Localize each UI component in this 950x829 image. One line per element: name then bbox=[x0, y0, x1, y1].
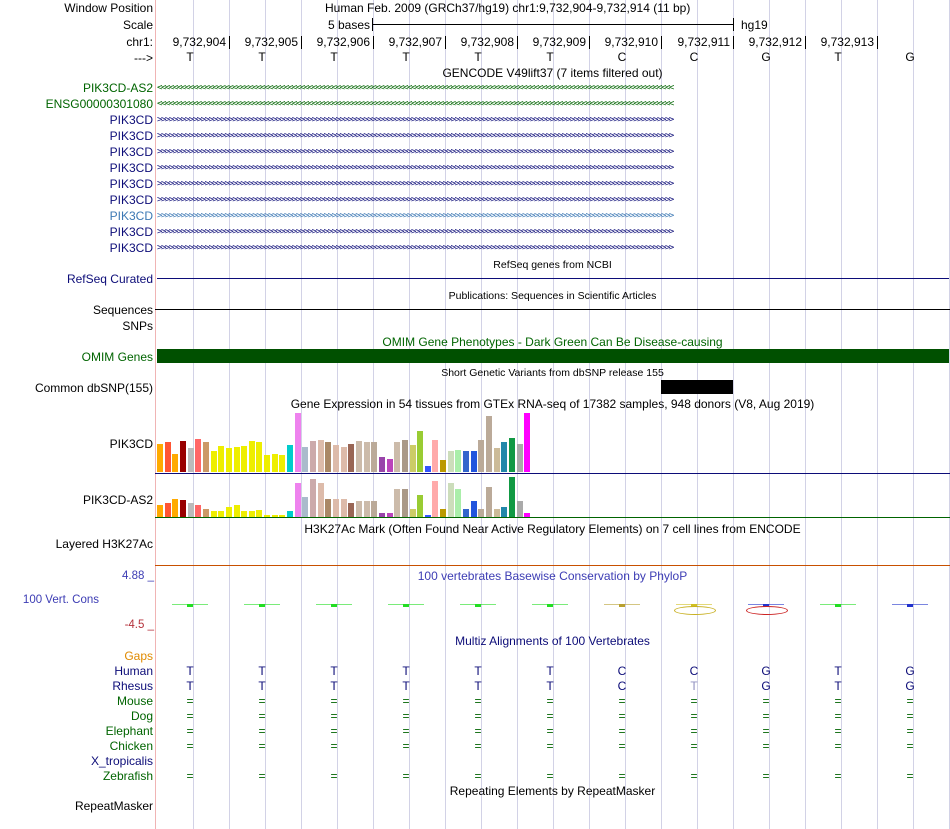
multiz-base: = bbox=[906, 709, 914, 723]
gtex-tissue-bar[interactable] bbox=[432, 481, 438, 517]
gencode-gene-label[interactable]: PIK3CD bbox=[109, 129, 153, 143]
phylop-score-mark bbox=[403, 604, 409, 607]
reference-base: G bbox=[761, 50, 771, 64]
publications-track-title: Publications: Sequences in Scientific Articles bbox=[448, 290, 657, 302]
multiz-species-label[interactable]: X_tropicalis bbox=[90, 754, 153, 768]
gtex-tissue-bar[interactable] bbox=[478, 509, 484, 517]
multiz-base: = bbox=[690, 709, 698, 723]
gtex-tissue-bar[interactable] bbox=[341, 447, 347, 472]
phylop-score-mark bbox=[259, 604, 265, 607]
gtex-tissue-bar[interactable] bbox=[463, 509, 469, 517]
gtex-tissue-bar[interactable] bbox=[333, 499, 339, 517]
multiz-base: = bbox=[546, 724, 554, 738]
gtex-tissue-bar[interactable] bbox=[394, 442, 400, 472]
gtex-tissue-bar[interactable] bbox=[371, 442, 377, 472]
multiz-base: = bbox=[546, 709, 554, 723]
multiz-base: = bbox=[906, 724, 914, 738]
gencode-gene-label[interactable]: PIK3CD-AS2 bbox=[82, 81, 153, 95]
position-tick bbox=[661, 36, 662, 49]
position-tick bbox=[877, 36, 878, 49]
multiz-species-label[interactable]: Elephant bbox=[105, 724, 153, 738]
omim-track-title: OMIM Gene Phenotypes - Dark Green Can Be Disease-causing bbox=[382, 335, 723, 349]
gencode-gene-label[interactable]: PIK3CD bbox=[109, 145, 153, 159]
scale-bases-text: 5 bases bbox=[327, 18, 370, 32]
multiz-base: = bbox=[906, 694, 914, 708]
gtex-tissue-bar[interactable] bbox=[440, 509, 446, 517]
multiz-base: = bbox=[330, 709, 338, 723]
refseq-track-title: RefSeq genes from NCBI bbox=[493, 259, 612, 271]
multiz-base: = bbox=[258, 709, 266, 723]
gtex-tissue-bar[interactable] bbox=[371, 501, 377, 517]
gtex-tissue-bar[interactable] bbox=[478, 440, 484, 472]
gencode-gene-label[interactable]: PIK3CD bbox=[109, 193, 153, 207]
scale-label: Scale bbox=[122, 18, 153, 32]
multiz-base: = bbox=[762, 724, 770, 738]
multiz-base: T bbox=[330, 664, 338, 678]
gtex-tissue-bar[interactable] bbox=[494, 448, 500, 472]
multiz-base: = bbox=[186, 709, 194, 723]
position-label: 9,732,911 bbox=[677, 35, 730, 49]
gtex-tissue-bar[interactable] bbox=[234, 447, 240, 472]
multiz-base: = bbox=[834, 739, 842, 753]
multiz-base: = bbox=[834, 709, 842, 723]
multiz-base: = bbox=[546, 769, 554, 783]
dbsnp-variant[interactable] bbox=[661, 380, 733, 394]
position-tick bbox=[373, 36, 374, 49]
gencode-gene-feature[interactable]: >>>>>>>>>>>>>>>>>>>>>>>>>>>>>>>>>>>>>>>>>>>>>>>>>>>>>>>>>>>>>>>>>>>>>>>>>>>>>>>>>>>>>>>>>>>>>>>>>>>>>>>>>>>>>>>>>>>>>>>>>>>>>>>>>> bbox=[157, 195, 673, 205]
multiz-base: T bbox=[546, 679, 554, 693]
position-tick bbox=[517, 36, 518, 49]
dbsnp-track-title: Short Genetic Variants from dbSNP release 155 bbox=[441, 367, 664, 379]
multiz-base: = bbox=[618, 769, 626, 783]
gtex-tissue-bar[interactable] bbox=[494, 509, 500, 517]
gtex-tissue-bar[interactable] bbox=[218, 446, 224, 472]
multiz-base: G bbox=[905, 679, 915, 693]
position-label: 9,732,905 bbox=[244, 35, 298, 49]
phylop-score-glyph bbox=[746, 606, 788, 615]
repeatmasker-track-title: Repeating Elements by RepeatMasker bbox=[449, 784, 656, 798]
multiz-base: C bbox=[617, 679, 627, 693]
multiz-base: G bbox=[761, 664, 771, 678]
gtex-tissue-bar[interactable] bbox=[249, 441, 255, 472]
multiz-base: = bbox=[618, 709, 626, 723]
gtex-tissue-bar[interactable] bbox=[241, 446, 247, 472]
multiz-base: = bbox=[474, 724, 482, 738]
h3k27ac-baseline bbox=[155, 565, 950, 566]
gtex-tissue-bar[interactable] bbox=[471, 451, 477, 472]
gencode-track-title: GENCODE V49lift37 (7 items filtered out) bbox=[442, 66, 663, 80]
gtex-tissue-bar[interactable] bbox=[448, 483, 454, 517]
reference-base: C bbox=[689, 50, 699, 64]
multiz-species-label[interactable]: Rhesus bbox=[112, 679, 153, 693]
gtex-tissue-bar[interactable] bbox=[211, 451, 217, 472]
gtex-tissue-bar[interactable] bbox=[463, 451, 469, 472]
phylop-track-label[interactable]: 100 Vert. Cons bbox=[22, 594, 99, 606]
gtex-tissue-bar[interactable] bbox=[310, 479, 316, 517]
multiz-base: = bbox=[402, 694, 410, 708]
gtex-tissue-bar[interactable] bbox=[356, 501, 362, 517]
gtex-gene1-baseline bbox=[155, 473, 950, 474]
multiz-base: = bbox=[258, 769, 266, 783]
gencode-gene-feature[interactable]: <<<<<<<<<<<<<<<<<<<<<<<<<<<<<<<<<<<<<<<<<<<<<<<<<<<<<<<<<<<<<<<<<<<<<<<<<<<<<<<<<<<<<<<<<<<<<<<<<<<<<<<<<<<<<<<<<<<<<<<<<<<<<<<<<< bbox=[157, 83, 673, 93]
multiz-base: T bbox=[546, 664, 554, 678]
position-label: 9,732,912 bbox=[748, 35, 802, 49]
gtex-tissue-bar[interactable] bbox=[402, 489, 408, 517]
multiz-base: G bbox=[761, 679, 771, 693]
multiz-base: = bbox=[690, 724, 698, 738]
gencode-gene-feature[interactable]: >>>>>>>>>>>>>>>>>>>>>>>>>>>>>>>>>>>>>>>>>>>>>>>>>>>>>>>>>>>>>>>>>>>>>>>>>>>>>>>>>>>>>>>>>>>>>>>>>>>>>>>>>>>>>>>>>>>>>>>>>>>>>>>>>> bbox=[157, 163, 673, 173]
gencode-gene-label[interactable]: PIK3CD bbox=[109, 241, 153, 255]
multiz-base: = bbox=[258, 694, 266, 708]
window-position-label: Window Position bbox=[64, 1, 153, 15]
assembly-position-text: Human Feb. 2009 (GRCh37/hg19) chr1:9,732,904-9,732,914 (11 bp) bbox=[325, 1, 691, 15]
phylop-score-mark bbox=[907, 604, 913, 607]
multiz-base: C bbox=[689, 664, 699, 678]
position-label: 9,732,908 bbox=[460, 35, 514, 49]
gencode-gene-label[interactable]: PIK3CD bbox=[109, 161, 153, 175]
reference-base: T bbox=[546, 50, 554, 64]
gtex-tissue-bar[interactable] bbox=[302, 497, 308, 517]
reference-base: T bbox=[834, 50, 842, 64]
multiz-species-label[interactable]: Mouse bbox=[116, 694, 153, 708]
multiz-base: T bbox=[474, 664, 482, 678]
multiz-base: T bbox=[402, 679, 410, 693]
multiz-base: = bbox=[330, 739, 338, 753]
gtex-tissue-bar[interactable] bbox=[356, 441, 362, 472]
gtex-tissue-bar[interactable] bbox=[440, 460, 446, 472]
gtex-tissue-bar[interactable] bbox=[325, 499, 331, 517]
phylop-score-mark bbox=[331, 604, 337, 607]
multiz-base: T bbox=[258, 679, 266, 693]
multiz-base: = bbox=[402, 724, 410, 738]
reference-base: G bbox=[905, 50, 915, 64]
gtex-tissue-bar[interactable] bbox=[157, 505, 163, 517]
multiz-base: = bbox=[474, 739, 482, 753]
multiz-base: = bbox=[186, 694, 194, 708]
multiz-base: = bbox=[402, 739, 410, 753]
gtex-tissue-bar[interactable] bbox=[157, 444, 163, 472]
multiz-track-title: Multiz Alignments of 100 Vertebrates bbox=[455, 634, 650, 648]
refseq-curated-label[interactable]: RefSeq Curated bbox=[66, 272, 153, 286]
multiz-base: T bbox=[186, 664, 194, 678]
multiz-base: G bbox=[905, 664, 915, 678]
gtex-tissue-bar[interactable] bbox=[234, 505, 240, 517]
multiz-base: = bbox=[906, 739, 914, 753]
gtex-gene2-baseline bbox=[155, 517, 950, 518]
reference-base: T bbox=[402, 50, 410, 64]
scale-bar-left-tick bbox=[372, 18, 373, 31]
gtex-tissue-bar[interactable] bbox=[325, 442, 331, 472]
multiz-base: T bbox=[330, 679, 338, 693]
gtex-tissue-bar[interactable] bbox=[425, 466, 431, 472]
phylop-score-mark bbox=[835, 604, 841, 607]
multiz-base: = bbox=[474, 709, 482, 723]
chr-label: chr1: bbox=[126, 35, 153, 49]
reference-base: T bbox=[258, 50, 266, 64]
omim-gene-bar[interactable] bbox=[157, 349, 949, 363]
gtex-tissue-bar[interactable] bbox=[517, 444, 523, 472]
gtex-track-title: Gene Expression in 54 tissues from GTEx RNA-seq of 17382 samples, 948 donors (V8, Aug 2019) bbox=[290, 397, 815, 411]
scale-db-text: hg19 bbox=[741, 18, 768, 32]
multiz-species-label[interactable]: Chicken bbox=[109, 739, 153, 753]
multiz-base: T bbox=[834, 664, 842, 678]
multiz-base: = bbox=[402, 709, 410, 723]
multiz-base: T bbox=[258, 664, 266, 678]
position-tick bbox=[445, 36, 446, 49]
multiz-base: = bbox=[186, 724, 194, 738]
reference-base: T bbox=[186, 50, 194, 64]
phylop-score-mark bbox=[619, 604, 625, 607]
gtex-tissue-bar[interactable] bbox=[410, 445, 416, 472]
repeatmasker-label[interactable]: RepeatMasker bbox=[74, 799, 153, 813]
scale-bar bbox=[372, 24, 734, 25]
gtex-tissue-bar[interactable] bbox=[486, 416, 492, 472]
gtex-tissue-bar[interactable] bbox=[165, 442, 171, 472]
position-label: 9,732,909 bbox=[532, 35, 586, 49]
gtex-tissue-bar[interactable] bbox=[295, 413, 301, 472]
multiz-base: = bbox=[546, 694, 554, 708]
multiz-base: T bbox=[690, 679, 698, 693]
multiz-base: = bbox=[690, 769, 698, 783]
sequences-label[interactable]: Sequences bbox=[92, 303, 153, 317]
gtex-tissue-bar[interactable] bbox=[203, 442, 209, 472]
gtex-tissue-bar[interactable] bbox=[256, 510, 262, 517]
gaps-label: Gaps bbox=[124, 649, 153, 663]
gtex-tissue-bar[interactable] bbox=[417, 495, 423, 517]
gtex-tissue-bar[interactable] bbox=[172, 454, 178, 472]
phylop-min-label: -4.5 _ bbox=[124, 619, 154, 631]
multiz-base: = bbox=[762, 739, 770, 753]
gtex-tissue-bar[interactable] bbox=[272, 454, 278, 472]
gencode-gene-label[interactable]: PIK3CD bbox=[109, 209, 153, 223]
gencode-gene-feature[interactable]: >>>>>>>>>>>>>>>>>>>>>>>>>>>>>>>>>>>>>>>>>>>>>>>>>>>>>>>>>>>>>>>>>>>>>>>>>>>>>>>>>>>>>>>>>>>>>>>>>>>>>>>>>>>>>>>>>>>>>>>>>>>>>>>>>> bbox=[157, 147, 673, 157]
multiz-base: = bbox=[618, 739, 626, 753]
multiz-base: T bbox=[402, 664, 410, 678]
multiz-base: = bbox=[906, 769, 914, 783]
gencode-gene-feature[interactable]: >>>>>>>>>>>>>>>>>>>>>>>>>>>>>>>>>>>>>>>>>>>>>>>>>>>>>>>>>>>>>>>>>>>>>>>>>>>>>>>>>>>>>>>>>>>>>>>>>>>>>>>>>>>>>>>>>>>>>>>>>>>>>>>>>> bbox=[157, 243, 673, 253]
gtex-tissue-bar[interactable] bbox=[509, 477, 515, 517]
phylop-score-mark bbox=[547, 604, 553, 607]
gtex-tissue-bar[interactable] bbox=[295, 483, 301, 517]
position-tick bbox=[589, 36, 590, 49]
position-label: 9,732,904 bbox=[172, 35, 226, 49]
reference-base: T bbox=[474, 50, 482, 64]
multiz-base: = bbox=[402, 769, 410, 783]
gtex-tissue-bar[interactable] bbox=[348, 503, 354, 517]
gtex-tissue-bar[interactable] bbox=[379, 457, 385, 472]
gencode-gene-label[interactable]: ENSG00000301080 bbox=[45, 97, 153, 111]
common-dbsnp-label[interactable]: Common dbSNP(155) bbox=[34, 381, 153, 395]
gtex-tissue-bar[interactable] bbox=[501, 507, 507, 517]
gencode-gene-feature[interactable]: <<<<<<<<<<<<<<<<<<<<<<<<<<<<<<<<<<<<<<<<<<<<<<<<<<<<<<<<<<<<<<<<<<<<<<<<<<<<<<<<<<<<<<<<<<<<<<<<<<<<<<<<<<<<<<<<<<<<<<<<<<<<<<<<<< bbox=[157, 99, 673, 109]
phylop-score-mark bbox=[475, 604, 481, 607]
grid-line-left bbox=[155, 0, 156, 829]
scale-bar-right-tick bbox=[733, 18, 734, 31]
gtex-tissue-bar[interactable] bbox=[165, 503, 171, 517]
multiz-base: = bbox=[258, 739, 266, 753]
gtex-tissue-bar[interactable] bbox=[455, 450, 461, 472]
phylop-track-title: 100 vertebrates Basewise Conservation by PhyloP bbox=[417, 569, 688, 583]
phylop-max-label: 4.88 _ bbox=[122, 570, 154, 582]
multiz-base: = bbox=[762, 769, 770, 783]
gtex-tissue-bar[interactable] bbox=[471, 501, 477, 517]
reference-base: T bbox=[330, 50, 338, 64]
multiz-base: = bbox=[690, 694, 698, 708]
gtex-tissue-bar[interactable] bbox=[417, 431, 423, 472]
gencode-gene-label[interactable]: PIK3CD bbox=[109, 177, 153, 191]
multiz-base: T bbox=[186, 679, 194, 693]
gtex-tissue-bar[interactable] bbox=[279, 455, 285, 472]
multiz-base: = bbox=[834, 724, 842, 738]
multiz-base: = bbox=[834, 769, 842, 783]
multiz-base: = bbox=[618, 724, 626, 738]
multiz-species-label[interactable]: Zebrafish bbox=[102, 769, 153, 783]
multiz-base: = bbox=[330, 769, 338, 783]
multiz-species-label[interactable]: Dog bbox=[130, 709, 153, 723]
position-label: 9,732,907 bbox=[388, 35, 442, 49]
gtex-tissue-bar[interactable] bbox=[188, 448, 194, 472]
position-tick bbox=[733, 36, 734, 49]
gtex-tissue-bar[interactable] bbox=[333, 445, 339, 472]
reference-base: C bbox=[617, 50, 627, 64]
gtex-tissue-bar[interactable] bbox=[226, 448, 232, 472]
refseq-gene-line[interactable] bbox=[157, 278, 949, 279]
gtex-tissue-bar[interactable] bbox=[348, 444, 354, 472]
multiz-base: = bbox=[690, 739, 698, 753]
multiz-base: = bbox=[186, 769, 194, 783]
gtex-tissue-bar[interactable] bbox=[264, 455, 270, 472]
gtex-tissue-bar[interactable] bbox=[226, 507, 232, 517]
multiz-base: T bbox=[474, 679, 482, 693]
gtex-tissue-bar[interactable] bbox=[509, 438, 515, 472]
gencode-gene-feature[interactable]: >>>>>>>>>>>>>>>>>>>>>>>>>>>>>>>>>>>>>>>>>>>>>>>>>>>>>>>>>>>>>>>>>>>>>>>>>>>>>>>>>>>>>>>>>>>>>>>>>>>>>>>>>>>>>>>>>>>>>>>>>>>>>>>>>> bbox=[157, 115, 673, 125]
gencode-gene-feature[interactable]: >>>>>>>>>>>>>>>>>>>>>>>>>>>>>>>>>>>>>>>>>>>>>>>>>>>>>>>>>>>>>>>>>>>>>>>>>>>>>>>>>>>>>>>>>>>>>>>>>>>>>>>>>>>>>>>>>>>>>>>>>>>>>>>>>> bbox=[157, 211, 673, 221]
gtex-tissue-bar[interactable] bbox=[203, 509, 209, 517]
h3k27ac-track-title: H3K27Ac Mark (Often Found Near Active Regulatory Elements) on 7 cell lines from ENCODE bbox=[304, 522, 801, 536]
multiz-base: = bbox=[186, 739, 194, 753]
gtex-tissue-bar[interactable] bbox=[180, 441, 186, 472]
position-tick bbox=[301, 36, 302, 49]
multiz-base: = bbox=[834, 694, 842, 708]
multiz-species-label[interactable]: Human bbox=[114, 664, 153, 678]
position-tick bbox=[229, 36, 230, 49]
multiz-base: = bbox=[474, 769, 482, 783]
gtex-tissue-bar[interactable] bbox=[364, 501, 370, 517]
multiz-base: = bbox=[546, 739, 554, 753]
gencode-gene-feature[interactable]: >>>>>>>>>>>>>>>>>>>>>>>>>>>>>>>>>>>>>>>>>>>>>>>>>>>>>>>>>>>>>>>>>>>>>>>>>>>>>>>>>>>>>>>>>>>>>>>>>>>>>>>>>>>>>>>>>>>>>>>>>>>>>>>>>> bbox=[157, 227, 673, 237]
gtex-tissue-bar[interactable] bbox=[195, 439, 201, 472]
gtex-tissue-bar[interactable] bbox=[172, 499, 178, 517]
multiz-base: = bbox=[762, 694, 770, 708]
gtex-tissue-bar[interactable] bbox=[287, 445, 293, 472]
gencode-gene-label[interactable]: PIK3CD bbox=[109, 225, 153, 239]
layered-h3k27ac-label[interactable]: Layered H3K27Ac bbox=[55, 537, 153, 551]
multiz-base: = bbox=[258, 724, 266, 738]
gtex-tissue-bar[interactable] bbox=[341, 499, 347, 517]
gtex-tissue-bar[interactable] bbox=[524, 413, 530, 472]
gtex-tissue-bar[interactable] bbox=[394, 489, 400, 517]
gtex-tissue-bar[interactable] bbox=[180, 500, 186, 517]
gtex-tissue-bar[interactable] bbox=[318, 440, 324, 472]
gtex-tissue-bar[interactable] bbox=[517, 501, 523, 517]
position-label: 9,732,913 bbox=[820, 35, 874, 49]
gtex-tissue-bar[interactable] bbox=[256, 442, 262, 472]
multiz-base: C bbox=[617, 664, 627, 678]
gtex-tissue-bar[interactable] bbox=[501, 442, 507, 472]
multiz-base: = bbox=[474, 694, 482, 708]
position-label: 9,732,910 bbox=[604, 35, 658, 49]
strand-label: ---> bbox=[134, 51, 153, 65]
snps-label[interactable]: SNPs bbox=[122, 319, 153, 333]
gtex-tissue-bar[interactable] bbox=[402, 440, 408, 472]
gtex-tissue-bar[interactable] bbox=[387, 459, 393, 472]
phylop-score-glyph bbox=[674, 606, 716, 615]
gtex-tissue-bar[interactable] bbox=[448, 451, 454, 472]
position-label: 9,732,906 bbox=[316, 35, 370, 49]
gtex-tissue-bar[interactable] bbox=[318, 483, 324, 517]
gencode-gene-label[interactable]: PIK3CD bbox=[109, 113, 153, 127]
multiz-base: T bbox=[834, 679, 842, 693]
multiz-base: = bbox=[330, 694, 338, 708]
gtex-tissue-bar[interactable] bbox=[432, 440, 438, 472]
gtex-gene2-label[interactable]: PIK3CD-AS2 bbox=[82, 493, 153, 507]
gtex-tissue-bar[interactable] bbox=[302, 447, 308, 472]
phylop-score-mark bbox=[187, 604, 193, 607]
omim-genes-label[interactable]: OMIM Genes bbox=[81, 350, 153, 364]
multiz-base: = bbox=[762, 709, 770, 723]
gtex-tissue-bar[interactable] bbox=[486, 487, 492, 517]
position-tick bbox=[805, 36, 806, 49]
multiz-base: = bbox=[330, 724, 338, 738]
gencode-gene-feature[interactable]: >>>>>>>>>>>>>>>>>>>>>>>>>>>>>>>>>>>>>>>>>>>>>>>>>>>>>>>>>>>>>>>>>>>>>>>>>>>>>>>>>>>>>>>>>>>>>>>>>>>>>>>>>>>>>>>>>>>>>>>>>>>>>>>>>> bbox=[157, 131, 673, 141]
gtex-gene1-label[interactable]: PIK3CD bbox=[109, 437, 153, 451]
gtex-tissue-bar[interactable] bbox=[364, 442, 370, 472]
gencode-gene-feature[interactable]: >>>>>>>>>>>>>>>>>>>>>>>>>>>>>>>>>>>>>>>>>>>>>>>>>>>>>>>>>>>>>>>>>>>>>>>>>>>>>>>>>>>>>>>>>>>>>>>>>>>>>>>>>>>>>>>>>>>>>>>>>>>>>>>>>> bbox=[157, 179, 673, 189]
gtex-tissue-bar[interactable] bbox=[310, 441, 316, 472]
gtex-tissue-bar[interactable] bbox=[410, 509, 416, 517]
gtex-tissue-bar[interactable] bbox=[195, 505, 201, 517]
gtex-tissue-bar[interactable] bbox=[188, 503, 194, 517]
gtex-tissue-bar[interactable] bbox=[455, 489, 461, 517]
multiz-base: = bbox=[618, 694, 626, 708]
publications-line bbox=[155, 309, 950, 310]
